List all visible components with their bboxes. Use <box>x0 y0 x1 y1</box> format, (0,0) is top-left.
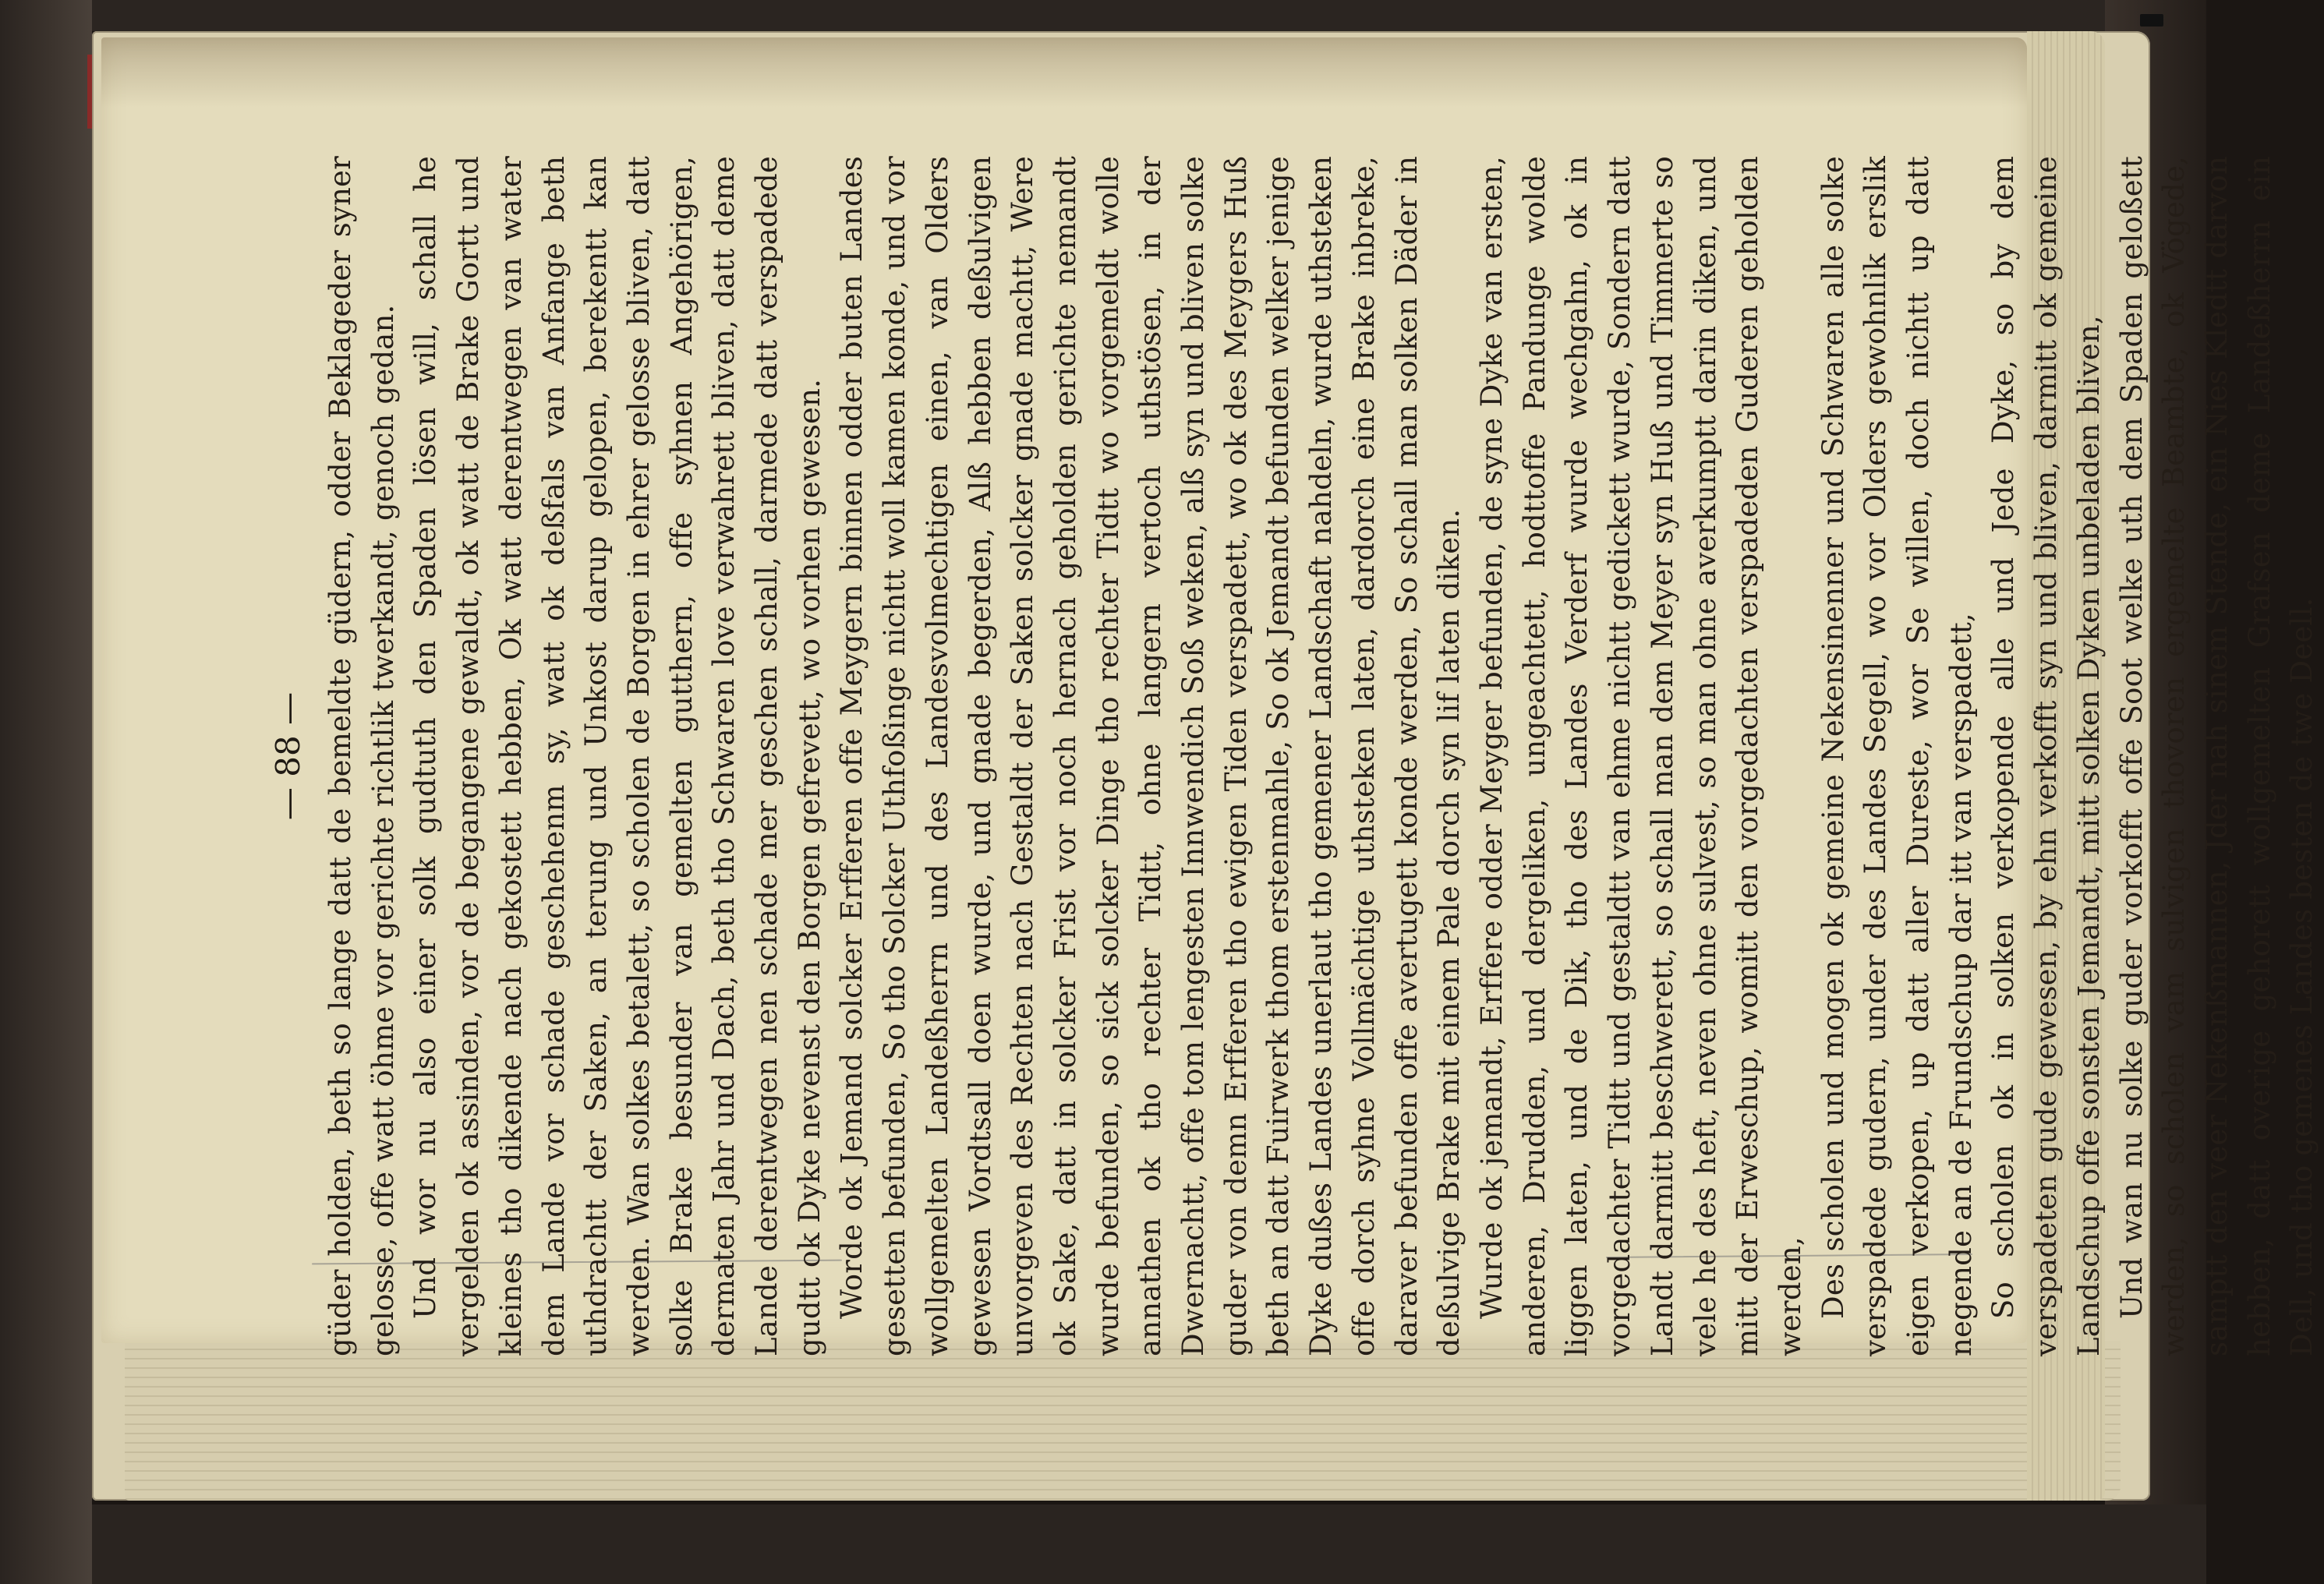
paragraph: Und wor nu also einer solk gudtuth den Spaden lösen will, schall he vergelden ok assinden, vor de begangene gewaldt, ok watt de Brake Gortt und kleines tho dikende nach gekostett hebben, Ok watt derentwegen van water dem Lande vor schade geschehenm sy, watt ok deßfals van Anfange beth uthdrachtt der Saken, an terung und Unkost darup gelopen, berekentt kan werden. Wan solkes betalett, so scholen de Borgen in ehrer gelosse bliven, datt solke Brake besunder van gemelten gutthern, offe syhnen Angehörigen, dermaten Jahr und Dach, beth tho Schwaren love verwahrett bliven, datt deme Lande derentwegen nen schade mer geschen schall, darmede datt verspadede gudtt ok Dyke nevenst den Borgen gefrevett, wo vorhen gewesen. <box>409 156 826 1356</box>
paragraph: güder holden, beth so lange datt de bemeldte güdern, odder Beklageder syner gelosse, offe watt öhme vor gerichte richtlik twerkandt, genoch gedan. <box>324 156 400 1356</box>
paragraph: Des scholen und mogen ok gemeine Nekensinenner und Schwaren alle solke verspadede gudern, under des Landes Segell, wo vor Olders gewohnlik erslik eigen verkopen, up datt aller Dureste, wor Se willen, doch nichtt up datt negende an de Frundschup dar itt van verspadett, <box>1816 156 1978 1356</box>
page-number: — 88 — <box>269 691 307 821</box>
book-cover-top <box>92 0 2206 31</box>
paragraph: Wurde ok jemandt, Erffere odder Meyger befunden, de syne Dyke van ersten, anderen, Drudden, und dergeliken, ungeachtett, hodttoffe Pandunge wolde liggen laten, und de Dik, tho des Landes Verderf wurde wechgahn, ok in vorgedachter Tidtt und gestaldtt van ehme nichtt gedickett wurde, Sondern datt Landt darmitt beschwerett, so schall man dem Meyer syn Huß und Timmerte so vele he des heft, neven ohne sulvest, so man ohne averkumptt darin diken, und mitt der Erweschup, womitt den vorgedachten verspadeden Guderen geholden werden, <box>1474 156 1807 1356</box>
page-edges-bottom <box>125 1341 2121 1501</box>
paragraph: So scholen ok in solken verkopende alle und Jede Dyke, so by dem verspadeten gude gewesen, by ehn verkofft syn und bliven, darmitt ok gemeine Landschup offe sonsten Jemandt, mitt solken Dyken unbeladen bliven, <box>1986 156 2106 1356</box>
rotated-text-page <box>265 156 2319 1356</box>
book-binding <box>0 0 92 1584</box>
gutter-shadow <box>101 37 2027 108</box>
cover-notch <box>2140 14 2163 27</box>
book-cover-bottom <box>92 1504 2206 1584</box>
paragraph: Worde ok Jemand solcker Erfferen offe Meygern binnen odder buten Landes gesetten befunden, So tho Solcker Uthfoßinge nichtt woll kamen konde, und vor wollgemelten Landeßherrn und des Landesvolmechtigen einen, van Olders gewesen Vordtsall doen wurde, und gnade begerden, Alß hebben deßulvigen unvorgeven des Rechten nach Gestaldt der Saken solcker gnade machtt, Were ok Sake, datt in solcker Frist vor noch hernach geholden gerichte nemandt wurde befunden, so sick solcker Dinge tho rechter Tidtt wo vorgemeldt wolle annathen ok tho rechter Tidtt, ohne langern vertoch uthstösen, in der Dwernachtt, offe tom lengesten Innwendich Soß weken, alß syn und bliven solke guder von demn Erfferen tho ewigen Tiden verspadett, wo ok des Meygers Huß beth an datt Fuirwerk thom erstenmahle, So ok Jemandt befunden welker jenige Dyke dußes Landes unerlaut tho gemener Landschaft nahdeln, wurde uthsteken offe dorch syhne Vollmächtige uthsteken laten, dardorch eine Brake inbreke, daraver befunden offe avertugett konde werden, So schall man solken Däder in deßulvige Brake mit einem Pale dorch syn lif laten diken. <box>835 156 1466 1356</box>
body-text <box>320 156 2319 1356</box>
paragraph: Und wan nu solke guder vorkofft offe Soot welke uth dem Spaden geloßett werden, so scholen vam sulvigen thovoren ergemelte Beambte, ok Vögede, samptt den veer Nekenßmannen, Jder nah sinem Stende, ein Nies Kledtt darvon hebben, datt overige gehorett wollgemelten Grafsen deme Landeßherrn ein Dell, und tho gemenes Landes besten de twe Deell. <box>2114 156 2319 1356</box>
